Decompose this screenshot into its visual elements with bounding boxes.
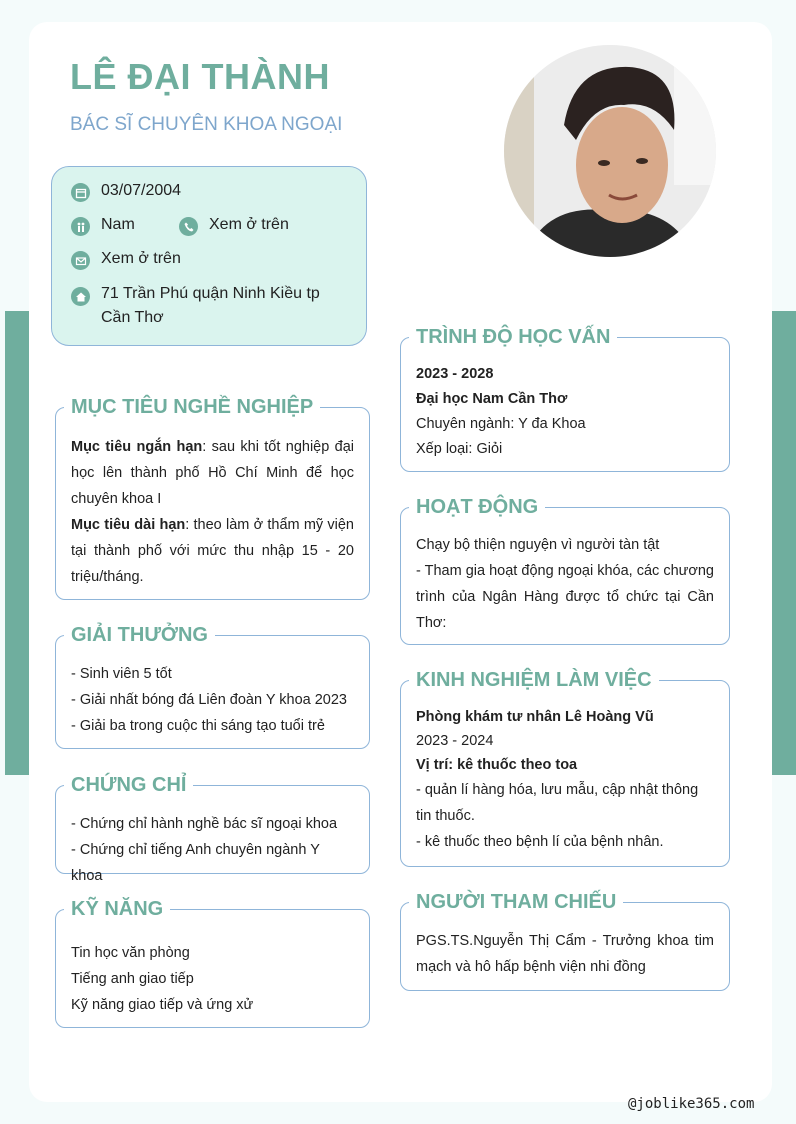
objective-body [71,434,354,590]
contact-address [71,284,331,330]
short-term-text: : sau khi tốt nghiệp đại học lên thành phố Hồ Chí Minh để học chuyên khoa I [71,439,354,507]
references-title: NGƯỜI THAM CHIẾU [409,888,623,916]
contact-email [71,250,181,270]
right-accent-band [772,311,796,775]
contact-phone [179,216,289,236]
candidate-name: LÊ ĐẠI THÀNH [70,56,330,97]
left-accent-band [5,311,29,775]
gender-text: Nam [101,216,135,233]
long-term-text: : theo làm ở thẩm mỹ viện tại thành phố với mức thu nhập 15 - 20 triệu/tháng. [71,517,354,585]
references-section [400,891,730,991]
list-item: Tin học văn phòng [71,945,190,961]
gender-icon [71,217,90,236]
experience-position: Vị trí: kê thuốc theo toa [416,757,578,773]
experience-duty: - quản lí hàng hóa, lưu mẫu, cập nhật thông tin thuốc. [416,782,699,824]
education-section [400,326,730,472]
email-icon [71,251,90,270]
long-term-label: Mục tiêu dài hạn [71,517,186,533]
list-item: - Chứng chỉ tiếng Anh chuyên ngành Y khoa [71,842,320,884]
objective-section [55,396,370,600]
certificates-section [55,774,370,884]
activity-item: - Tham gia hoạt động ngoại khóa, các chương trình của Ngân Hàng được tổ chức tại Cần Thơ: [416,563,714,631]
home-icon [71,287,90,306]
contact-gender [71,216,135,236]
experience-duty: - kê thuốc theo bệnh lí của bệnh nhân. [416,834,664,850]
experience-company: Phòng khám tư nhân Lê Hoàng Vũ [416,709,654,725]
activities-title: HOẠT ĐỘNG [409,493,545,521]
education-period: 2023 - 2028 [416,366,494,382]
certificates-title: CHỨNG CHỈ [64,771,193,799]
phone-icon [179,217,198,236]
list-item: - Giải nhất bóng đá Liên đoàn Y khoa 2023 [71,692,347,708]
list-item: Kỹ năng giao tiếp và ứng xử [71,997,254,1013]
awards-section [55,624,370,749]
education-school: Đại học Nam Cần Thơ [416,391,568,407]
list-item: Tiếng anh giao tiếp [71,971,194,987]
activities-section [400,496,730,645]
long-term-goal [71,512,354,590]
profile-photo [504,45,716,257]
candidate-title: BÁC SĨ CHUYÊN KHOA NGOẠI [70,114,343,135]
references-text: PGS.TS.Nguyễn Thị Cẩm - Trưởng khoa tim mạch và hô hấp bệnh viện nhi đồng [416,933,714,975]
calendar-icon [71,183,90,202]
certificates-list [71,811,354,889]
activity-item: Chạy bộ thiện nguyện vì người tàn tật [416,537,660,553]
short-term-label: Mục tiêu ngắn hạn [71,439,203,455]
email-text: Xem ở trên [101,250,181,267]
list-item: - Sinh viên 5 tốt [71,666,172,682]
experience-section [400,669,730,867]
education-major: Chuyên ngành: Y đa Khoa [416,416,586,432]
contact-dob [71,182,181,202]
phone-text: Xem ở trên [209,216,289,233]
awards-title: GIẢI THƯỞNG [64,621,215,649]
experience-period: 2023 - 2024 [416,733,494,749]
experience-title: KINH NGHIỆM LÀM VIỆC [409,666,659,694]
list-item: - Chứng chỉ hành nghề bác sĩ ngoại khoa [71,816,338,832]
short-term-goal [71,434,354,512]
objective-title: MỤC TIÊU NGHỀ NGHIỆP [64,393,320,421]
address-text: 71 Trần Phú quận Ninh Kiều tp Cần Thơ [101,285,320,326]
education-rank: Xếp loại: Giỏi [416,441,503,457]
footer-watermark: @joblike365.com [628,1096,755,1112]
activities-body [416,532,714,636]
dob-text: 03/07/2004 [101,182,182,199]
education-body [416,362,714,462]
skills-list [71,940,354,1018]
experience-body [416,705,714,855]
skills-section [55,898,370,1028]
education-title: TRÌNH ĐỘ HỌC VẤN [409,323,617,351]
skills-title: KỸ NĂNG [64,895,170,923]
awards-list [71,661,354,739]
list-item: - Giải ba trong cuộc thi sáng tạo tuổi trẻ [71,718,325,734]
